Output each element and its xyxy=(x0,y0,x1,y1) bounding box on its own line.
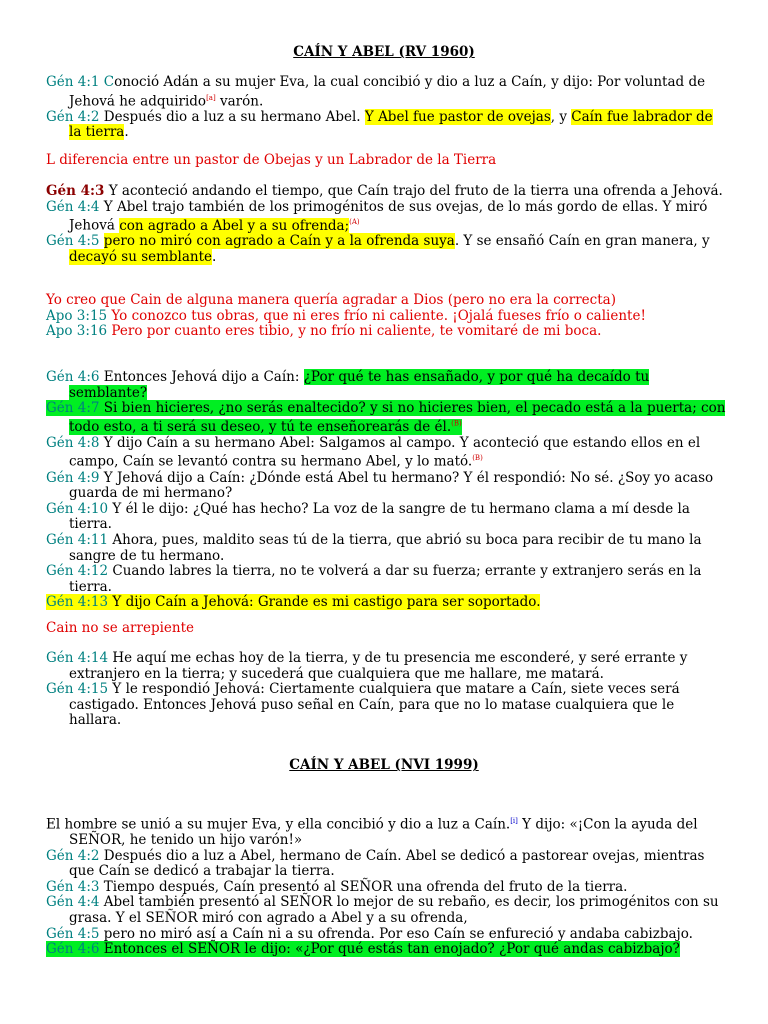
verse-gen-4-11 xyxy=(46,533,726,564)
verse-text: Yo conozco tus obras, que ni eres frío ni caliente. ¡Ojalá fueses frío o caliente! xyxy=(107,307,646,324)
footnote-link[interactable]: [i] xyxy=(510,817,518,825)
verse-text: . xyxy=(124,124,129,141)
verse-ref[interactable]: Gén 4:5 xyxy=(46,233,100,250)
nvi-verse-gen-4-3 xyxy=(46,880,726,896)
verse-text: Pero por cuanto eres tibio, y no frío ni caliente, te vomitaré de mi boca. xyxy=(107,323,602,340)
verse-gen-4-15 xyxy=(46,682,726,729)
verse-text: El hombre se unió a su mujer Eva, y ella concibió y dio a luz a Caín. xyxy=(46,816,511,833)
verse-text: pero no miró así a Caín ni a su ofrenda. Por eso Caín se enfureció y andaba cabizbajo. xyxy=(99,925,693,942)
verse-ref[interactable]: Gén 4:15 xyxy=(46,681,109,698)
verse-text: Ahora, pues, maldito seas tú de la tierra, que abrió su boca para recibir de tu mano la sangre de tu hermano. xyxy=(69,531,702,564)
verse-text: Y él le dijo: ¿Qué has hecho? La voz de la sangre de tu hermano clama a mí desde la tierra. xyxy=(69,500,690,533)
nvi-section xyxy=(46,814,726,958)
verse-gen-4-5 xyxy=(46,234,726,265)
highlight-yellow: pero no miró con agrado a Caín y a la ofrenda suya xyxy=(103,233,455,250)
rv-section-1 xyxy=(46,75,726,141)
verse-ref[interactable]: Apo 3:16 xyxy=(46,323,108,340)
verse-ref[interactable]: Apo 3:15 xyxy=(46,307,108,324)
title-nvi1999: CAÍN Y ABEL (NVI 1999) xyxy=(289,757,479,773)
verse-ref[interactable]: Gén 4:6 xyxy=(46,369,100,385)
verse-gen-4-9 xyxy=(46,471,726,502)
verse-text: Y Abel trajo también de los primogénitos de sus ovejas, de lo más gordo de ellas. Y miró Jehová xyxy=(69,198,708,234)
verse-gen-4-2 xyxy=(46,110,726,141)
verse-text: Y aconteció andando el tiempo, que Caín trajo del fruto de la tierra una ofrenda a Jehová. xyxy=(104,183,723,199)
verse-ref[interactable]: Gén 4:11 xyxy=(46,531,109,548)
highlight-yellow: con agrado a Abel y a su ofrenda; xyxy=(119,217,350,234)
verse-gen-4-1 xyxy=(46,75,726,110)
verse-ref[interactable]: Gén 4:5 xyxy=(46,925,100,942)
verse-text: . xyxy=(212,248,217,265)
verse-ref[interactable]: Gén 4:4 xyxy=(46,894,100,911)
verse-ref[interactable]: Gén 4:4 xyxy=(46,198,100,215)
nvi-verse-gen-4-4 xyxy=(46,895,726,926)
verse-ref[interactable]: Gén 4:1 C xyxy=(46,74,115,90)
verse-text: Abel también presentó al SEÑOR lo mejor de su rebaño, es decir, los primogénitos con su grasa. Y el SEÑOR miró con agrado a Abel y a su ofrenda, xyxy=(69,894,719,927)
verse-gen-4-3 xyxy=(46,184,726,200)
verse-ref[interactable]: Gén 4:3 xyxy=(46,183,105,199)
note-agradar: Yo creo que Cain de alguna manera quería agradar a Dios (pero no era la correcta) xyxy=(46,292,616,308)
verse-text: He aquí me echas hoy de la tierra, y de tu presencia me esconderé, y seré errante y extranjero en la tierra; y sucederá que cualquiera que me hallare, me matará. xyxy=(69,650,688,682)
verse-gen-4-8 xyxy=(46,436,726,471)
highlight-yellow: Caín fue labrador de la tierra xyxy=(69,108,713,141)
verse-gen-4-14 xyxy=(46,651,726,682)
verse-text: Tiempo después, Caín presentó al SEÑOR una ofrenda del fruto de la tierra. xyxy=(99,878,628,895)
verse-text: Y dijo: «¡Con la ayuda del SEÑOR, he tenido un hijo varón!» xyxy=(69,816,698,849)
footnote-link[interactable]: (A) xyxy=(349,218,360,227)
verse-ref[interactable]: Gén 4:8 xyxy=(46,434,100,451)
verse-text: Después dio a luz a su hermano Abel. xyxy=(99,108,365,125)
verse-text: Después dio a luz a Abel, hermano de Caín. Abel se dedicó a pastorear ovejas, mientras que Caín se dedicó a trabajar la tierra. xyxy=(69,847,705,880)
note-arrepiente: Cain no se arrepiente xyxy=(46,620,195,636)
verse-ref[interactable]: Gén 4:3 xyxy=(46,878,100,895)
verse-text: varón. xyxy=(215,93,264,110)
verse-ref[interactable]: Gén 4:2 xyxy=(46,847,100,864)
verse-text: Y le respondió Jehová: Ciertamente cualquiera que matare a Caín, siete veces será castigado. Entonces Jehová puso señal en Caín, para que no lo matase cualquiera que le hallara. xyxy=(69,681,680,729)
verse-ref[interactable]: Gén 4:14 xyxy=(46,650,109,666)
title-rv1960: CAÍN Y ABEL (RV 1960) xyxy=(293,44,475,60)
rv-section-5 xyxy=(46,651,726,729)
verse-text: Y Jehová dijo a Caín: ¿Dónde está Abel tu hermano? Y él respondió: No sé. ¿Soy yo acaso guarda de mi hermano? xyxy=(69,469,714,502)
verse-apo-3-16 xyxy=(46,324,726,340)
verse-text: , y xyxy=(550,108,572,125)
verse-gen-4-10 xyxy=(46,502,726,533)
nvi-verse-gen-4-6 xyxy=(46,942,726,958)
verse-gen-4-13 xyxy=(46,595,726,611)
verse-ref[interactable]: Gén 4:6 xyxy=(46,941,100,958)
highlight-yellow: Y Abel fue pastor de ovejas xyxy=(364,108,551,125)
verse-ref[interactable]: Gén 4:9 xyxy=(46,469,100,486)
footnote-link[interactable]: [a] xyxy=(206,93,216,102)
nvi-verse-gen-4-1 xyxy=(46,814,726,849)
verse-text: Y dijo Caín a su hermano Abel: Salgamos al campo. Y aconteció que estando ellos en el campo, Caín se levantó contra su hermano Abel, y lo mató. xyxy=(69,434,701,470)
verse-text: Si bien hicieres, ¿no serás enaltecido? y si no hicieres bien, el pecado está a la puerta; con todo esto, a ti será su deseo, y tú te enseñorearás de él. xyxy=(69,400,726,436)
verse-ref[interactable]: Gén 4:2 xyxy=(46,108,100,125)
verse-text: . Y se ensañó Caín en gran manera, y xyxy=(454,233,710,250)
verse-text: onoció Adán a su mujer Eva, la cual concibió y dio a luz a Caín, y dijo: Por voluntad de Jehová he adquirido xyxy=(69,74,706,110)
verse-text: Cuando labres la tierra, no te volverá a dar su fuerza; errante y extranjero serás en la tierra. xyxy=(69,563,702,595)
verse-gen-4-7 xyxy=(46,401,726,436)
rv-section-4 xyxy=(46,370,726,611)
verse-text: Entonces Jehová dijo a Caín: xyxy=(99,369,304,385)
verse-gen-4-12 xyxy=(46,564,726,595)
footnote-link[interactable]: (B) xyxy=(472,454,483,463)
note-diferencia: L diferencia entre un pastor de Obejas y un Labrador de la Tierra xyxy=(46,152,497,168)
verse-gen-4-6 xyxy=(46,370,726,401)
nvi-verse-gen-4-5 xyxy=(46,927,726,943)
verse-text: Entonces el SEÑOR le dijo: «¿Por qué estás tan enojado? ¿Por qué andas cabizbajo? xyxy=(99,941,680,958)
rv-section-3 xyxy=(46,293,726,340)
rv-section-2 xyxy=(46,184,726,265)
nvi-verse-gen-4-2 xyxy=(46,849,726,880)
verse-gen-4-4 xyxy=(46,200,726,235)
verse-apo-3-15 xyxy=(46,309,726,325)
verse-text: Y dijo Caín a Jehová: Grande es mi castigo para ser soportado. xyxy=(108,594,541,611)
highlight-green: ¿Por qué te has ensañado, y por qué ha decaído tu semblante? xyxy=(69,369,650,401)
highlight-yellow: decayó su semblante xyxy=(69,248,213,265)
footnote-link[interactable]: (B) xyxy=(451,419,462,428)
verse-ref[interactable]: Gén 4:10 xyxy=(46,500,109,517)
verse-ref[interactable]: Gén 4:13 xyxy=(46,594,109,611)
verse-ref[interactable]: Gén 4:12 xyxy=(46,563,109,580)
verse-ref[interactable]: Gén 4:7 xyxy=(46,400,100,417)
